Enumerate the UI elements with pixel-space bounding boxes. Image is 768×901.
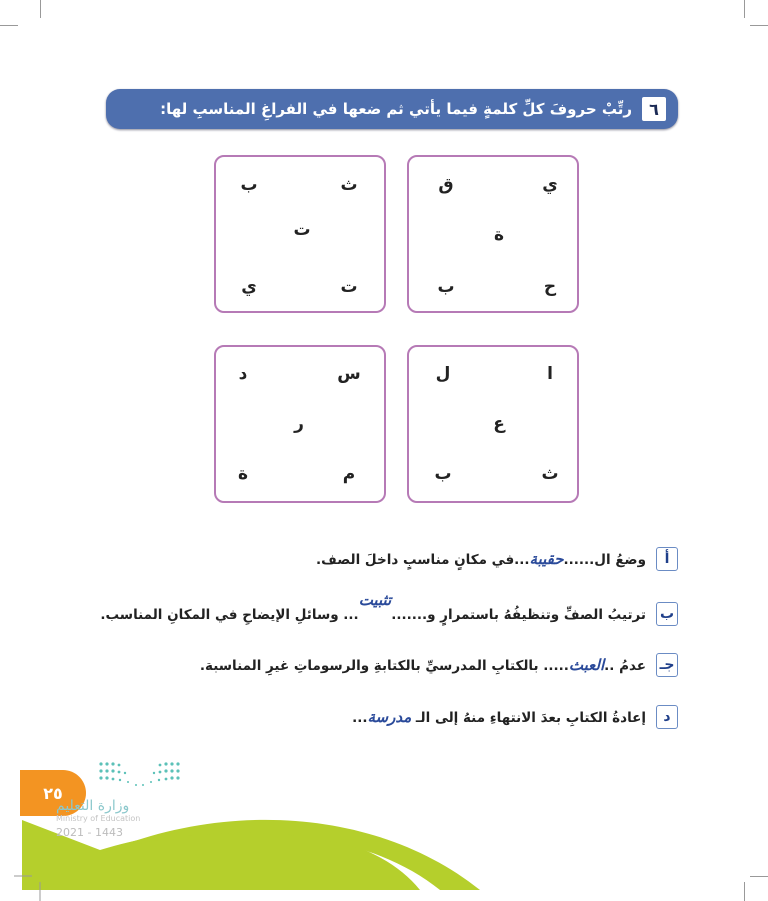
sentence-label: د (656, 705, 678, 729)
letter: د (238, 364, 248, 384)
letter: ت (340, 277, 358, 297)
sentence-text: ...في مكانٍ مناسبٍ داخلَ الصف. (316, 552, 530, 568)
letter: ث (541, 464, 559, 484)
answer-text[interactable]: تثبيت (358, 591, 392, 609)
letter: ل (435, 364, 451, 384)
page-number: ٢٥ (20, 770, 86, 816)
sentence-text: ... (352, 710, 368, 726)
exercise-number: ٦ (642, 97, 666, 121)
letter: ي (241, 277, 257, 297)
answer-text[interactable]: مدرسة (367, 708, 412, 726)
letter: ث (340, 175, 358, 195)
letter: ق (438, 175, 454, 195)
letter: ا (547, 364, 553, 384)
answer-text[interactable]: حقيبة (529, 550, 564, 568)
ministry-name-en: Ministry of Education (56, 814, 141, 823)
letter: س (337, 364, 361, 384)
sentence-text: ترتيبُ الصفِّ وتنظيفُهُ باستمرارٍ و....... (391, 607, 646, 623)
sentence-label: أ (656, 547, 678, 571)
sentence-text: عدمُ .. (604, 658, 646, 674)
letter: ب (240, 175, 258, 195)
letter: ب (437, 277, 455, 297)
sentence-text: وضعُ ال...... (563, 552, 646, 568)
letter: ي (542, 175, 558, 195)
letter: ر (294, 414, 304, 434)
sentence-text: إعادةُ الكتابِ بعدَ الانتهاءِ منهُ إلى الـ (411, 710, 646, 726)
sentence-label: جـ (656, 653, 678, 677)
ministry-logo-icon (98, 760, 182, 790)
letter: ت (293, 220, 311, 240)
letter: ح (543, 277, 557, 297)
sentence-text: ... وسائلِ الإيضاحِ في المكانِ المناسب. (100, 607, 359, 623)
letter: ب (434, 464, 452, 484)
exercise-instruction: رتِّبْ حروفَ كلِّ كلمةٍ فيما يأتي ثم ضعها في الفراغِ المناسبِ لها: (160, 100, 632, 118)
letter: م (342, 464, 356, 484)
edition-year: 2021 - 1443 (56, 826, 123, 839)
sentence-label: ب (656, 602, 678, 626)
sentence-text: ..... بالكتابِ المدرسيِّ بالكتابةِ والرسوماتِ غيرِ المناسبة. (199, 658, 569, 674)
letter: ع (493, 414, 505, 434)
ministry-name-ar: وزارة التعليم (56, 798, 130, 814)
letter: ة (237, 464, 249, 484)
letter: ة (493, 225, 505, 245)
answer-text[interactable]: العبث (568, 656, 605, 674)
